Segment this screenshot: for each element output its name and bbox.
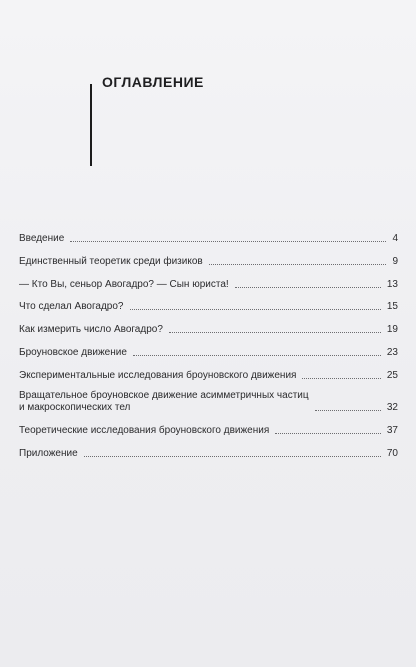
page-title: ОГЛАВЛЕНИЕ [102, 74, 204, 90]
toc-entry-title: — Кто Вы, сеньор Авогадро? — Сын юриста! [19, 279, 229, 290]
toc-entry-title: Введение [19, 233, 65, 244]
toc-entry-title: Экспериментальные исследования броуновского движения [19, 370, 297, 381]
toc-entry-title [19, 390, 309, 414]
toc-entry [19, 233, 398, 245]
toc-entry-page: 13 [386, 279, 398, 290]
toc-dot-leader [209, 263, 387, 265]
toc-dot-leader [169, 331, 381, 333]
toc-entry-page: 25 [386, 370, 398, 381]
toc-entry-page: 32 [386, 402, 398, 413]
toc-entry-title-line: и макроскопических тел [19, 402, 131, 413]
toc-entry-title: Приложение [19, 448, 78, 459]
toc-entry-page: 9 [392, 256, 398, 267]
toc-dot-leader [315, 409, 381, 411]
toc-entry-title: Броуновское движение [19, 347, 127, 358]
toc-entry [19, 301, 398, 313]
toc-entry-page: 37 [386, 425, 398, 436]
toc-entry-title: Как измерить число Авогадро? [19, 324, 163, 335]
toc-entry-title-line: Вращательное броуновское движение асимметричных частиц [19, 390, 309, 401]
toc-dot-leader [84, 455, 381, 457]
toc-entry-page: 4 [392, 233, 398, 244]
toc-dot-leader [302, 377, 380, 379]
toc-entry [19, 279, 398, 291]
toc-entry [19, 256, 398, 268]
heading-vertical-rule [90, 84, 92, 166]
toc-dot-leader [130, 308, 381, 310]
toc-entry [19, 448, 398, 460]
toc-entry-page: 23 [386, 347, 398, 358]
toc-dot-leader [133, 354, 381, 356]
toc-entry [19, 370, 398, 382]
toc-entry-page: 70 [386, 448, 398, 459]
toc-entry-page: 19 [386, 324, 398, 335]
toc-entry-page: 15 [386, 301, 398, 312]
toc-entry-title: Что сделал Авогадро? [19, 301, 124, 312]
toc-dot-leader [235, 286, 381, 288]
toc-entry-title: Теоретические исследования броуновского движения [19, 425, 270, 436]
toc-entry [19, 347, 398, 359]
toc-entry [19, 425, 398, 437]
toc-entry-title: Единственный теоретик среди физиков [19, 256, 203, 267]
toc-dot-leader [275, 432, 381, 434]
toc-entry [19, 324, 398, 336]
toc-entry [19, 390, 398, 414]
toc-dot-leader [70, 240, 386, 242]
